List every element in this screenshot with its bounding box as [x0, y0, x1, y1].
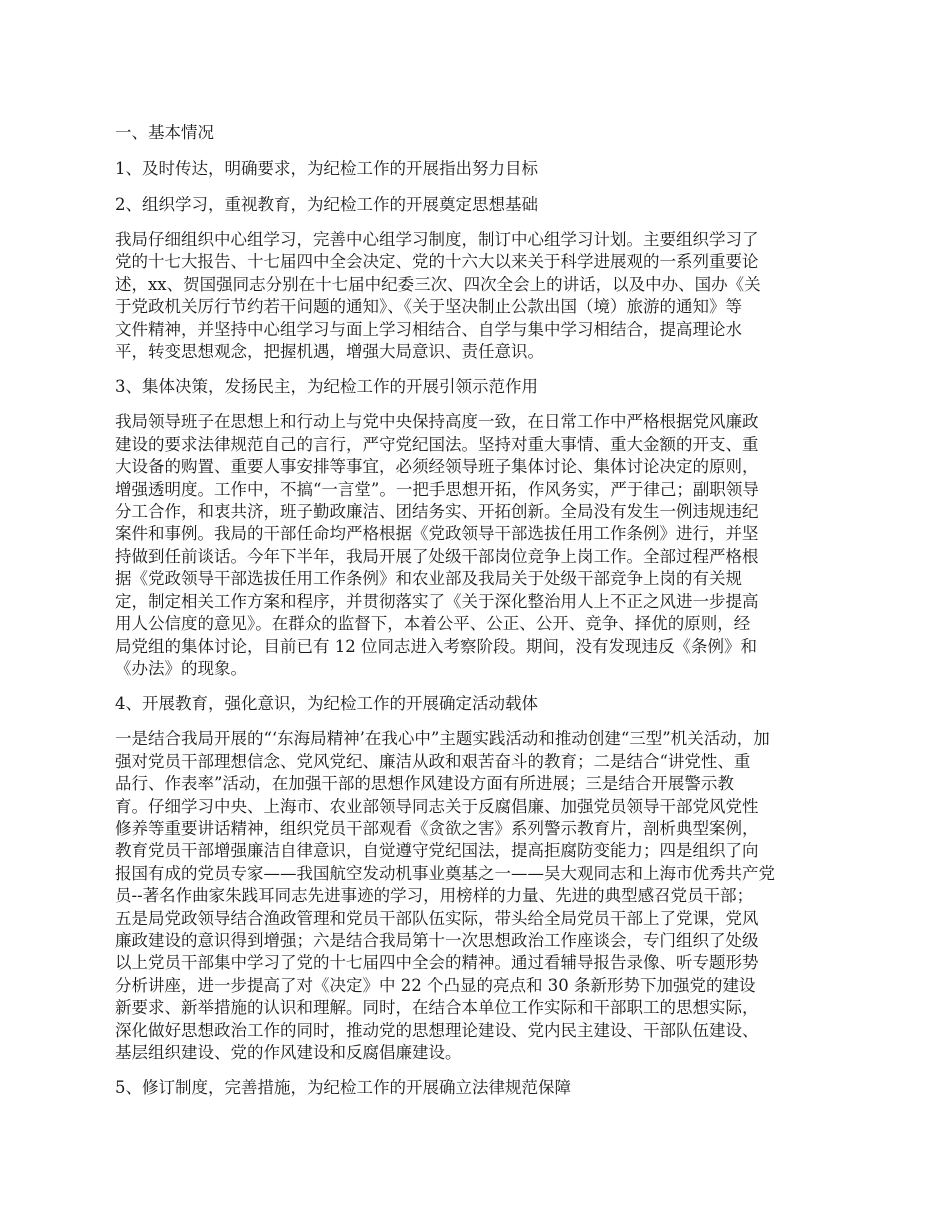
paragraph-line: 平，转变思想观念，把握机遇，增强大局意识、责任意识。: [115, 342, 544, 362]
paragraph-line: 强对党员干部理想信念、党风党纪、廉洁从政和艰苦奋斗的教育；二是结合“讲党性、重: [115, 751, 751, 771]
paragraph-line: 据《党政领导干部选拔任用工作条例》和农业部及我局关于处级干部竞争上岗的有关规: [115, 569, 742, 589]
paragraph-line: 修养等重要讲话精神，组织党员干部观看《贪欲之害》系列警示教育片，剖析典型案例，: [115, 818, 759, 838]
paragraph-line: 教育党员干部增强廉洁自律意识，自觉遵守党纪国法，提高拒腐防变能力；四是组织了向: [115, 841, 759, 861]
paragraph-line: 新要求、新举措施的认识和理解。同时，在结合本单位工作实际和干部职工的思想实际，: [115, 998, 759, 1018]
paragraph-line: 持做到任前谈话。今年下半年，我局开展了处级干部岗位竞争上岗工作。全部过程严格根: [115, 546, 759, 566]
paragraph-line: 文件精神，并坚持中心组学习与面上学习相结合、自学与集中学习相结合，提高理论水: [115, 319, 742, 339]
paragraph-line: 五是局党政领导结合渔政管理和党员干部队伍实际，带头给全局党员干部上了党课，党风: [115, 908, 759, 928]
section-heading-basic: 一、基本情况: [115, 123, 214, 142]
paragraph-line: 以上党员干部集中学习了党的十七届四中全会的精神。通过看辅导报告录像、听专题形势: [115, 953, 759, 973]
paragraph-line: 建设的要求法律规范自己的言行，严守党纪国法。坚持对重大事情、重大金额的开支、重: [115, 434, 759, 454]
paragraph-line: 分工合作，和衷共济，班子勤政廉洁、团结务实、开拓创新。全局没有发生一例违规违纪: [115, 502, 759, 522]
subheading-2: 2、组织学习，重视教育，为纪检工作的开展奠定思想基础: [115, 195, 538, 214]
paragraph-line: 我局仔细组织中心组学习，完善中心组学习制度，制订中心组学习计划。主要组织学习了: [115, 230, 759, 249]
paragraph-line: 于党政机关厉行节约若干问题的通知》、《关于坚决制止公款出国（境）旅游的通知》等: [115, 297, 742, 317]
paragraph-line: 述，xx、贺国强同志分别在十七届中纪委三次、四次全会上的讲话，以及中办、国办《关: [115, 274, 761, 294]
paragraph-study: [115, 229, 835, 363]
paragraph-line: 报国有成的党员专家——我国航空发动机事业奠基之一——吴大观同志和上海市优秀共产党: [115, 863, 775, 883]
paragraph-line: 我局领导班子在思想上和行动上与党中央保持高度一致，在日常工作中严格根据党风廉政: [115, 412, 759, 432]
paragraph-line: 定，制定相关工作方案和程序，并贯彻落实了《关于深化整治用人上不正之风进一步提高: [115, 591, 759, 611]
paragraph-education: [115, 728, 835, 1064]
paragraph-line: 党的十七大报告、十七届四中全会决定、党的十六大以来关于科学进展观的一系列重要论: [115, 252, 759, 272]
paragraph-line: 增强透明度。工作中，不搞“一言堂”。一把手思想开拓，作风务实，严于律己；副职领导: [115, 479, 759, 499]
paragraph-line: 《办法》的现象。: [115, 658, 247, 678]
paragraph-line: 育。仔细学习中央、上海市、农业部领导同志关于反腐倡廉、加强党员领导干部党风党性: [115, 796, 759, 816]
paragraph-line: 廉政建设的意识得到增强；六是结合我局第十一次思想政治工作座谈会，专门组织了处级: [115, 930, 759, 950]
paragraph-line: 局党组的集体讨论，目前已有 12 位同志进入考察阶段。期间，没有发现违反《条例》和: [115, 636, 757, 656]
paragraph-line: 基层组织建设、党的作风建设和反腐倡廉建设。: [115, 1043, 462, 1062]
paragraph-line: 分析讲座，进一步提高了对《决定》中 22 个凸显的亮点和 30 条新形势下加强党的建设: [115, 975, 756, 995]
paragraph-line: 大设备的购置、重要人事安排等事宜，必须经领导班子集体讨论、集体讨论决定的原则，: [115, 457, 759, 477]
paragraph-decision: [115, 411, 835, 680]
subheading-3: 3、集体决策，发扬民主，为纪检工作的开展引领示范作用: [115, 377, 538, 397]
paragraph-line: 员--著名作曲家朱践耳同志先进事迹的学习，用榜样的力量、先进的典型感召党员干部；: [115, 886, 754, 906]
paragraph-line: 深化做好思想政治工作的同时，推动党的思想理论建设、党内民主建设、干部队伍建设、: [115, 1020, 759, 1040]
paragraph-line: 用人公信度的意见》。在群众的监督下，本着公平、公正、公开、竞争、择优的原则，经: [115, 614, 751, 634]
paragraph-line: 一是结合我局开展的“‘东海局精神’在我心中”主题实践活动和推动创建“三型”机关活动，加: [115, 729, 770, 749]
subheading-1: 1、及时传达，明确要求，为纪检工作的开展指出努力目标: [115, 159, 538, 178]
paragraph-line: 品行、作表率”活动，在加强干部的思想作风建设方面有所进展；三是结合开展警示教: [115, 774, 734, 794]
paragraph-line: 案件和事例。我局的干部任命均严格根据《党政领导干部选拔任用工作条例》进行，并坚: [115, 524, 759, 544]
document-body: [115, 121, 835, 1112]
subheading-5: 5、修订制度，完善措施，为纪检工作的开展确立法律规范保障: [115, 1078, 571, 1098]
subheading-4: 4、开展教育，强化意识，为纪检工作的开展确定活动载体: [115, 694, 538, 714]
